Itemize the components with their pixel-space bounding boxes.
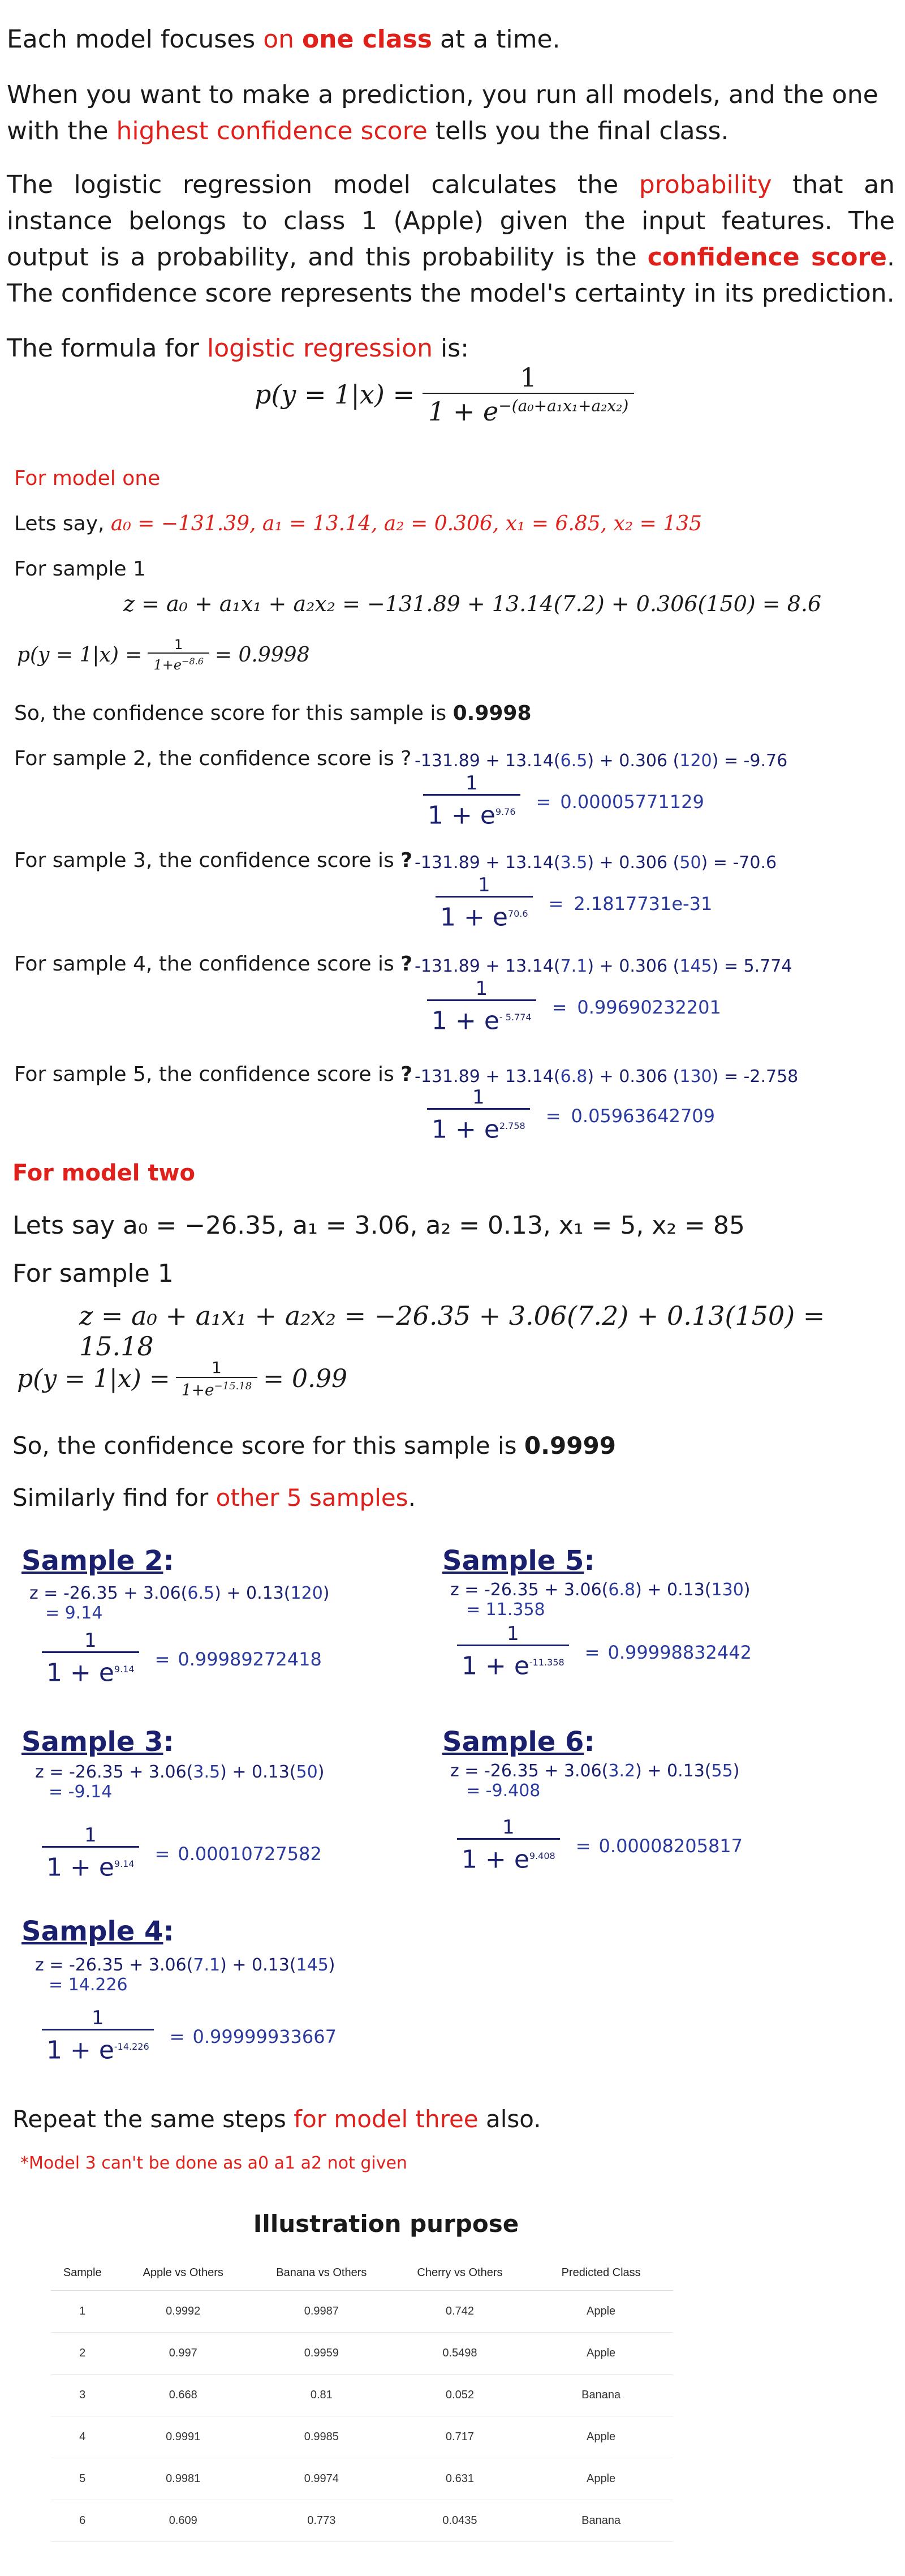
sample-title: Sample 2 xyxy=(21,1545,163,1577)
header-sample: Sample xyxy=(51,2255,114,2291)
equals: = xyxy=(545,1105,561,1127)
exponent: 9.408 xyxy=(529,1851,555,1861)
cell: Banana xyxy=(529,2375,673,2416)
fraction-row xyxy=(42,2007,337,2066)
value: 3.2 xyxy=(608,1761,636,1781)
table-row xyxy=(51,2500,673,2542)
text: ) xyxy=(732,1761,740,1781)
colon: : xyxy=(163,1916,174,1947)
cell: Apple xyxy=(529,2333,673,2375)
value: 7.1 xyxy=(560,956,588,976)
text-red-bold: one class xyxy=(302,25,432,54)
denominator: 1 + e xyxy=(428,801,495,830)
exponent: 70.6 xyxy=(507,908,528,919)
table-row xyxy=(51,2375,673,2416)
text: ) + 0.306 ( xyxy=(587,1067,680,1087)
cell: 0.81 xyxy=(252,2375,391,2416)
formula-exponent: −(a₀+a₁x₁+a₂x₂) xyxy=(498,396,629,415)
text-red: for model three xyxy=(294,2105,479,2133)
cell: 6 xyxy=(51,2500,114,2542)
m1-sample4-equation xyxy=(415,956,792,976)
colon: : xyxy=(584,1726,595,1758)
fraction-row xyxy=(457,1623,752,1682)
denominator: 1 + e xyxy=(432,1115,499,1144)
cell: 1 xyxy=(51,2291,114,2333)
numerator: 1 xyxy=(502,1816,515,1839)
intro-line-2 xyxy=(7,77,900,149)
text: ) = -70.6 xyxy=(701,853,777,873)
result: 2.1817731e-31 xyxy=(574,892,713,915)
formula-fraction xyxy=(423,362,634,427)
cell: 0.0435 xyxy=(391,2500,529,2542)
fraction-row xyxy=(457,1817,743,1875)
numerator: 1 xyxy=(84,1629,97,1652)
m1-sample3-fraction-row xyxy=(436,874,712,933)
exponent: - 5.774 xyxy=(499,1012,532,1023)
illustration-table xyxy=(51,2255,673,2542)
denominator: 1 + e xyxy=(462,1651,529,1681)
text-red-bold: confidence score xyxy=(647,243,887,272)
denominator: 1 + e xyxy=(46,1853,114,1882)
value: 6.5 xyxy=(187,1583,215,1603)
text-red: logistic regression xyxy=(206,334,433,363)
m2-sample4-block xyxy=(21,1916,337,2066)
table-row xyxy=(51,2291,673,2333)
question-mark: ? xyxy=(400,849,413,872)
m1-sample5-equation xyxy=(415,1067,798,1087)
text: For sample 4, the confidence score is xyxy=(14,952,401,976)
value: 3.5 xyxy=(193,1762,221,1782)
model2-heading: For model two xyxy=(12,1160,195,1186)
text: ) + 0.306 ( xyxy=(587,853,680,873)
text: ) = -9.76 xyxy=(712,751,788,771)
m2-sample6-block xyxy=(442,1726,743,1875)
text: Each model focuses xyxy=(7,25,264,54)
cell: 0.9974 xyxy=(252,2458,391,2500)
m2-sample5-block xyxy=(442,1545,752,1682)
cell: Apple xyxy=(529,2291,673,2333)
prob-result: = 0.9998 xyxy=(214,643,310,667)
result: 0.00010727582 xyxy=(178,1843,322,1865)
exponent: 2.758 xyxy=(499,1120,525,1131)
equation-result: = 14.226 xyxy=(49,1975,128,1995)
text: z = -26.35 + 3.06( xyxy=(35,1955,193,1975)
cell: 0.742 xyxy=(391,2291,529,2333)
text: z = -26.35 + 3.06( xyxy=(450,1761,609,1781)
text: ) = -2.758 xyxy=(712,1067,799,1087)
denominator: 1 + e xyxy=(46,2036,114,2065)
text-red: probability xyxy=(639,170,772,199)
equals: = xyxy=(575,1835,591,1857)
text: Repeat the same steps xyxy=(12,2105,294,2133)
cell: 0.609 xyxy=(114,2500,252,2542)
text: . The confidence score represents the model's certainty in its prediction. xyxy=(7,243,895,308)
value: 130 xyxy=(679,1067,712,1087)
cell: Apple xyxy=(529,2416,673,2458)
value: 55 xyxy=(711,1761,733,1781)
equation-result: = 11.358 xyxy=(466,1600,545,1620)
sample-title: Sample 6 xyxy=(442,1726,584,1758)
equation xyxy=(450,1761,743,1781)
result: 0.05963642709 xyxy=(571,1105,716,1127)
text: ) xyxy=(317,1762,325,1782)
text: tells you the final class. xyxy=(427,117,729,145)
cell: 0.9959 xyxy=(252,2333,391,2375)
text: ) + 0.306 ( xyxy=(587,956,680,976)
text: For sample 5, the confidence score is xyxy=(14,1063,401,1086)
fraction xyxy=(457,1623,569,1682)
text: -131.89 + 13.14( xyxy=(415,853,561,873)
fraction xyxy=(42,2007,154,2066)
numerator: 1 xyxy=(475,977,488,1000)
cell: 2 xyxy=(51,2333,114,2375)
value: 7.1 xyxy=(193,1955,221,1975)
equation xyxy=(35,1762,324,1782)
cell: 0.9981 xyxy=(114,2458,252,2500)
text: When you want to make a prediction, you run all models, and the one with the xyxy=(7,80,878,145)
fraction xyxy=(427,978,536,1037)
text: So, the confidence score for this sample is xyxy=(12,1432,524,1459)
question-mark: ? xyxy=(400,747,412,770)
colon: : xyxy=(163,1545,174,1577)
text: ) + 0.13( xyxy=(214,1583,291,1603)
model1-sample1-label: For sample 1 xyxy=(14,557,146,581)
prob-lhs: p(y = 1|x) = xyxy=(17,643,143,667)
model2-sample1-label: For sample 1 xyxy=(12,1259,174,1288)
cell: 0.052 xyxy=(391,2375,529,2416)
text: ) + 0.13( xyxy=(635,1761,712,1781)
m1-sample3-equation xyxy=(415,853,777,873)
text: at a time. xyxy=(432,25,561,54)
intro-paragraph xyxy=(7,167,895,312)
table-row xyxy=(51,2458,673,2500)
m1-sample2-fraction-row xyxy=(423,772,704,831)
result: 0.99999933667 xyxy=(192,2025,337,2047)
value: 145 xyxy=(679,956,712,976)
equation xyxy=(35,1955,337,1975)
m1-sample5-fraction-row xyxy=(427,1087,715,1145)
colon: : xyxy=(163,1726,174,1758)
table-row xyxy=(51,2333,673,2375)
sample-title: Sample 5 xyxy=(442,1545,584,1577)
header-predicted: Predicted Class xyxy=(529,2255,673,2291)
equation-result: = -9.408 xyxy=(466,1781,541,1801)
exponent: 9.14 xyxy=(114,1858,135,1869)
equals: = xyxy=(169,2025,185,2047)
text: For sample 3, the confidence score is xyxy=(14,849,401,872)
fraction xyxy=(423,772,520,831)
m2-sample3-block xyxy=(21,1726,324,1883)
model1-heading: For model one xyxy=(14,467,161,490)
model3-note: *Model 3 can't be done as a0 a1 a2 not given xyxy=(20,2153,407,2173)
m1-sample2-question xyxy=(14,747,411,770)
equals: = xyxy=(584,1641,600,1663)
table-header-row xyxy=(51,2255,673,2291)
cell: 0.9992 xyxy=(114,2291,252,2333)
model2-probability xyxy=(17,1358,347,1399)
cell: 0.5498 xyxy=(391,2333,529,2375)
text: The formula for xyxy=(7,334,207,363)
prob-exponent: −15.18 xyxy=(214,1380,252,1392)
conf-value: 0.9998 xyxy=(453,702,532,725)
model2-lets-say: Lets say a₀ = −26.35, a₁ = 3.06, a₂ = 0.13, x₁ = 5, x₂ = 85 xyxy=(12,1211,745,1240)
exponent: -11.358 xyxy=(529,1657,564,1668)
cell: 0.997 xyxy=(114,2333,252,2375)
header-apple: Apple vs Others xyxy=(114,2255,252,2291)
text: ) + 0.13( xyxy=(635,1580,712,1600)
text: ) + 0.13( xyxy=(220,1762,296,1782)
exponent: -14.226 xyxy=(114,2041,149,2052)
model2-similarly xyxy=(12,1484,416,1512)
fraction xyxy=(42,1824,139,1883)
denominator: 1 + e xyxy=(46,1658,114,1688)
cell: 0.717 xyxy=(391,2416,529,2458)
table-row xyxy=(51,2416,673,2458)
numerator: 1 xyxy=(507,1622,519,1645)
intro-line-1 xyxy=(7,22,561,58)
denominator: 1 + e xyxy=(440,903,508,932)
equals: = xyxy=(536,791,551,813)
equals: = xyxy=(154,1843,170,1865)
text-red: on xyxy=(263,25,303,54)
text: -131.89 + 13.14( xyxy=(415,751,561,771)
equals: = xyxy=(548,892,564,915)
fraction xyxy=(42,1630,139,1689)
formula-intro xyxy=(7,330,469,367)
equals: = xyxy=(551,996,567,1018)
text: also. xyxy=(478,2105,541,2133)
model2-conf-line xyxy=(12,1432,616,1459)
prob-fraction xyxy=(148,637,209,673)
value: 3.5 xyxy=(560,853,588,873)
text: ) xyxy=(743,1580,751,1600)
cell: 0.9987 xyxy=(252,2291,391,2333)
equation xyxy=(29,1583,330,1603)
prob-denominator: 1+e xyxy=(153,657,182,673)
cell: 0.9985 xyxy=(252,2416,391,2458)
sample-title: Sample 4 xyxy=(21,1916,163,1947)
value: 120 xyxy=(679,751,712,771)
result: 0.99989272418 xyxy=(178,1648,322,1670)
text: z = -26.35 + 3.06( xyxy=(450,1580,609,1600)
fraction-row xyxy=(42,1824,324,1883)
value: 130 xyxy=(711,1580,744,1600)
text: ) = 5.774 xyxy=(712,956,792,976)
value: 6.5 xyxy=(560,751,588,771)
model1-z-equation: z = a₀ + a₁x₁ + a₂x₂ = −131.89 + 13.14(7.2) + 0.306(150) = 8.6 xyxy=(123,591,822,616)
model1-params: a₀ = −131.39, a₁ = 13.14, a₂ = 0.306, x₁ = 6.85, x₂ = 135 xyxy=(110,512,702,535)
denominator: 1 + e xyxy=(462,1845,529,1874)
text: ) + 0.13( xyxy=(220,1955,296,1975)
text: is: xyxy=(433,334,469,363)
text: z = -26.35 + 3.06( xyxy=(35,1762,193,1782)
formula-denominator: 1 + e xyxy=(428,396,499,427)
text-red: other 5 samples xyxy=(216,1484,408,1512)
cell: Apple xyxy=(529,2458,673,2500)
value: 6.8 xyxy=(608,1580,636,1600)
cell: Banana xyxy=(529,2500,673,2542)
result: 0.99998832442 xyxy=(607,1641,752,1663)
text: Lets say, xyxy=(14,512,111,535)
prob-numerator: 1 xyxy=(212,1358,222,1377)
equals: = xyxy=(154,1648,170,1670)
cell: 0.9991 xyxy=(114,2416,252,2458)
text: So, the confidence score for this sample is xyxy=(14,702,453,725)
cell: 0.631 xyxy=(391,2458,529,2500)
model3-repeat xyxy=(12,2105,541,2133)
fraction xyxy=(436,874,533,933)
m1-sample4-question xyxy=(14,952,412,976)
result: 0.00008205817 xyxy=(598,1835,743,1857)
equation xyxy=(450,1580,752,1600)
value: 6.8 xyxy=(560,1067,588,1087)
text: ) xyxy=(328,1955,335,1975)
value: 50 xyxy=(296,1762,318,1782)
model1-conf-line xyxy=(14,702,532,725)
text: Similarly find for xyxy=(12,1484,216,1512)
text: The logistic regression model calculates the xyxy=(7,170,639,199)
numerator: 1 xyxy=(92,2007,104,2029)
m1-sample3-question xyxy=(14,849,412,872)
numerator: 1 xyxy=(465,772,478,795)
model1-probability xyxy=(17,637,310,673)
exponent: 9.76 xyxy=(495,806,516,817)
text: ) xyxy=(322,1583,330,1603)
text: z = -26.35 + 3.06( xyxy=(29,1583,188,1603)
prob-lhs: p(y = 1|x) = xyxy=(17,1364,170,1393)
m1-sample5-question xyxy=(14,1063,412,1086)
prob-denominator: 1+e xyxy=(181,1380,214,1399)
value: 50 xyxy=(679,853,701,873)
cell: 0.668 xyxy=(114,2375,252,2416)
prob-fraction xyxy=(176,1358,257,1399)
table-title: Illustration purpose xyxy=(253,2210,519,2238)
equation-result: = 9.14 xyxy=(45,1603,103,1623)
text-red: highest confidence score xyxy=(116,117,428,145)
numerator: 1 xyxy=(477,874,490,896)
formula-lhs: p(y = 1|x) = xyxy=(255,379,415,410)
exponent: 9.14 xyxy=(114,1664,135,1675)
m1-sample4-fraction-row xyxy=(427,978,721,1037)
logistic-formula xyxy=(255,362,634,427)
result: 0.99690232201 xyxy=(577,996,721,1018)
model1-lets-say xyxy=(14,512,702,535)
prob-result: = 0.99 xyxy=(263,1364,347,1393)
question-mark: ? xyxy=(400,1063,413,1086)
cell: 0.773 xyxy=(252,2500,391,2542)
sample-title: Sample 3 xyxy=(21,1726,163,1758)
text: -131.89 + 13.14( xyxy=(415,1067,561,1087)
denominator: 1 + e xyxy=(432,1006,499,1036)
fraction xyxy=(457,1817,560,1875)
prob-exponent: −8.6 xyxy=(182,656,204,667)
text: -131.89 + 13.14( xyxy=(415,956,561,976)
numerator: 1 xyxy=(84,1824,97,1847)
numerator: 1 xyxy=(472,1086,485,1109)
question-mark: ? xyxy=(400,952,413,976)
equation-result: = -9.14 xyxy=(49,1782,113,1802)
cell: 3 xyxy=(51,2375,114,2416)
prob-numerator: 1 xyxy=(174,637,183,652)
cell: 5 xyxy=(51,2458,114,2500)
fraction xyxy=(427,1087,530,1145)
colon: : xyxy=(584,1545,595,1577)
text: that an instance belongs to class 1 (Apple) given the input features. The output is a probability, and this probability is the xyxy=(7,170,895,272)
value: 120 xyxy=(290,1583,323,1603)
conf-value: 0.9999 xyxy=(524,1432,616,1459)
cell: 4 xyxy=(51,2416,114,2458)
header-cherry: Cherry vs Others xyxy=(391,2255,529,2291)
text: ) + 0.306 ( xyxy=(587,751,680,771)
result: 0.00005771129 xyxy=(560,791,704,813)
text: . xyxy=(408,1484,416,1512)
header-banana: Banana vs Others xyxy=(252,2255,391,2291)
model2-z-equation: z = a₀ + a₁x₁ + a₂x₂ = −26.35 + 3.06(7.2) + 0.13(150) = 15.18 xyxy=(79,1300,825,1362)
m1-sample2-equation xyxy=(415,751,787,771)
text: For sample 2, the confidence score is xyxy=(14,747,401,770)
value: 145 xyxy=(296,1955,329,1975)
m2-sample2-block xyxy=(21,1545,330,1689)
fraction-row xyxy=(42,1630,330,1689)
formula-numerator: 1 xyxy=(520,362,537,393)
